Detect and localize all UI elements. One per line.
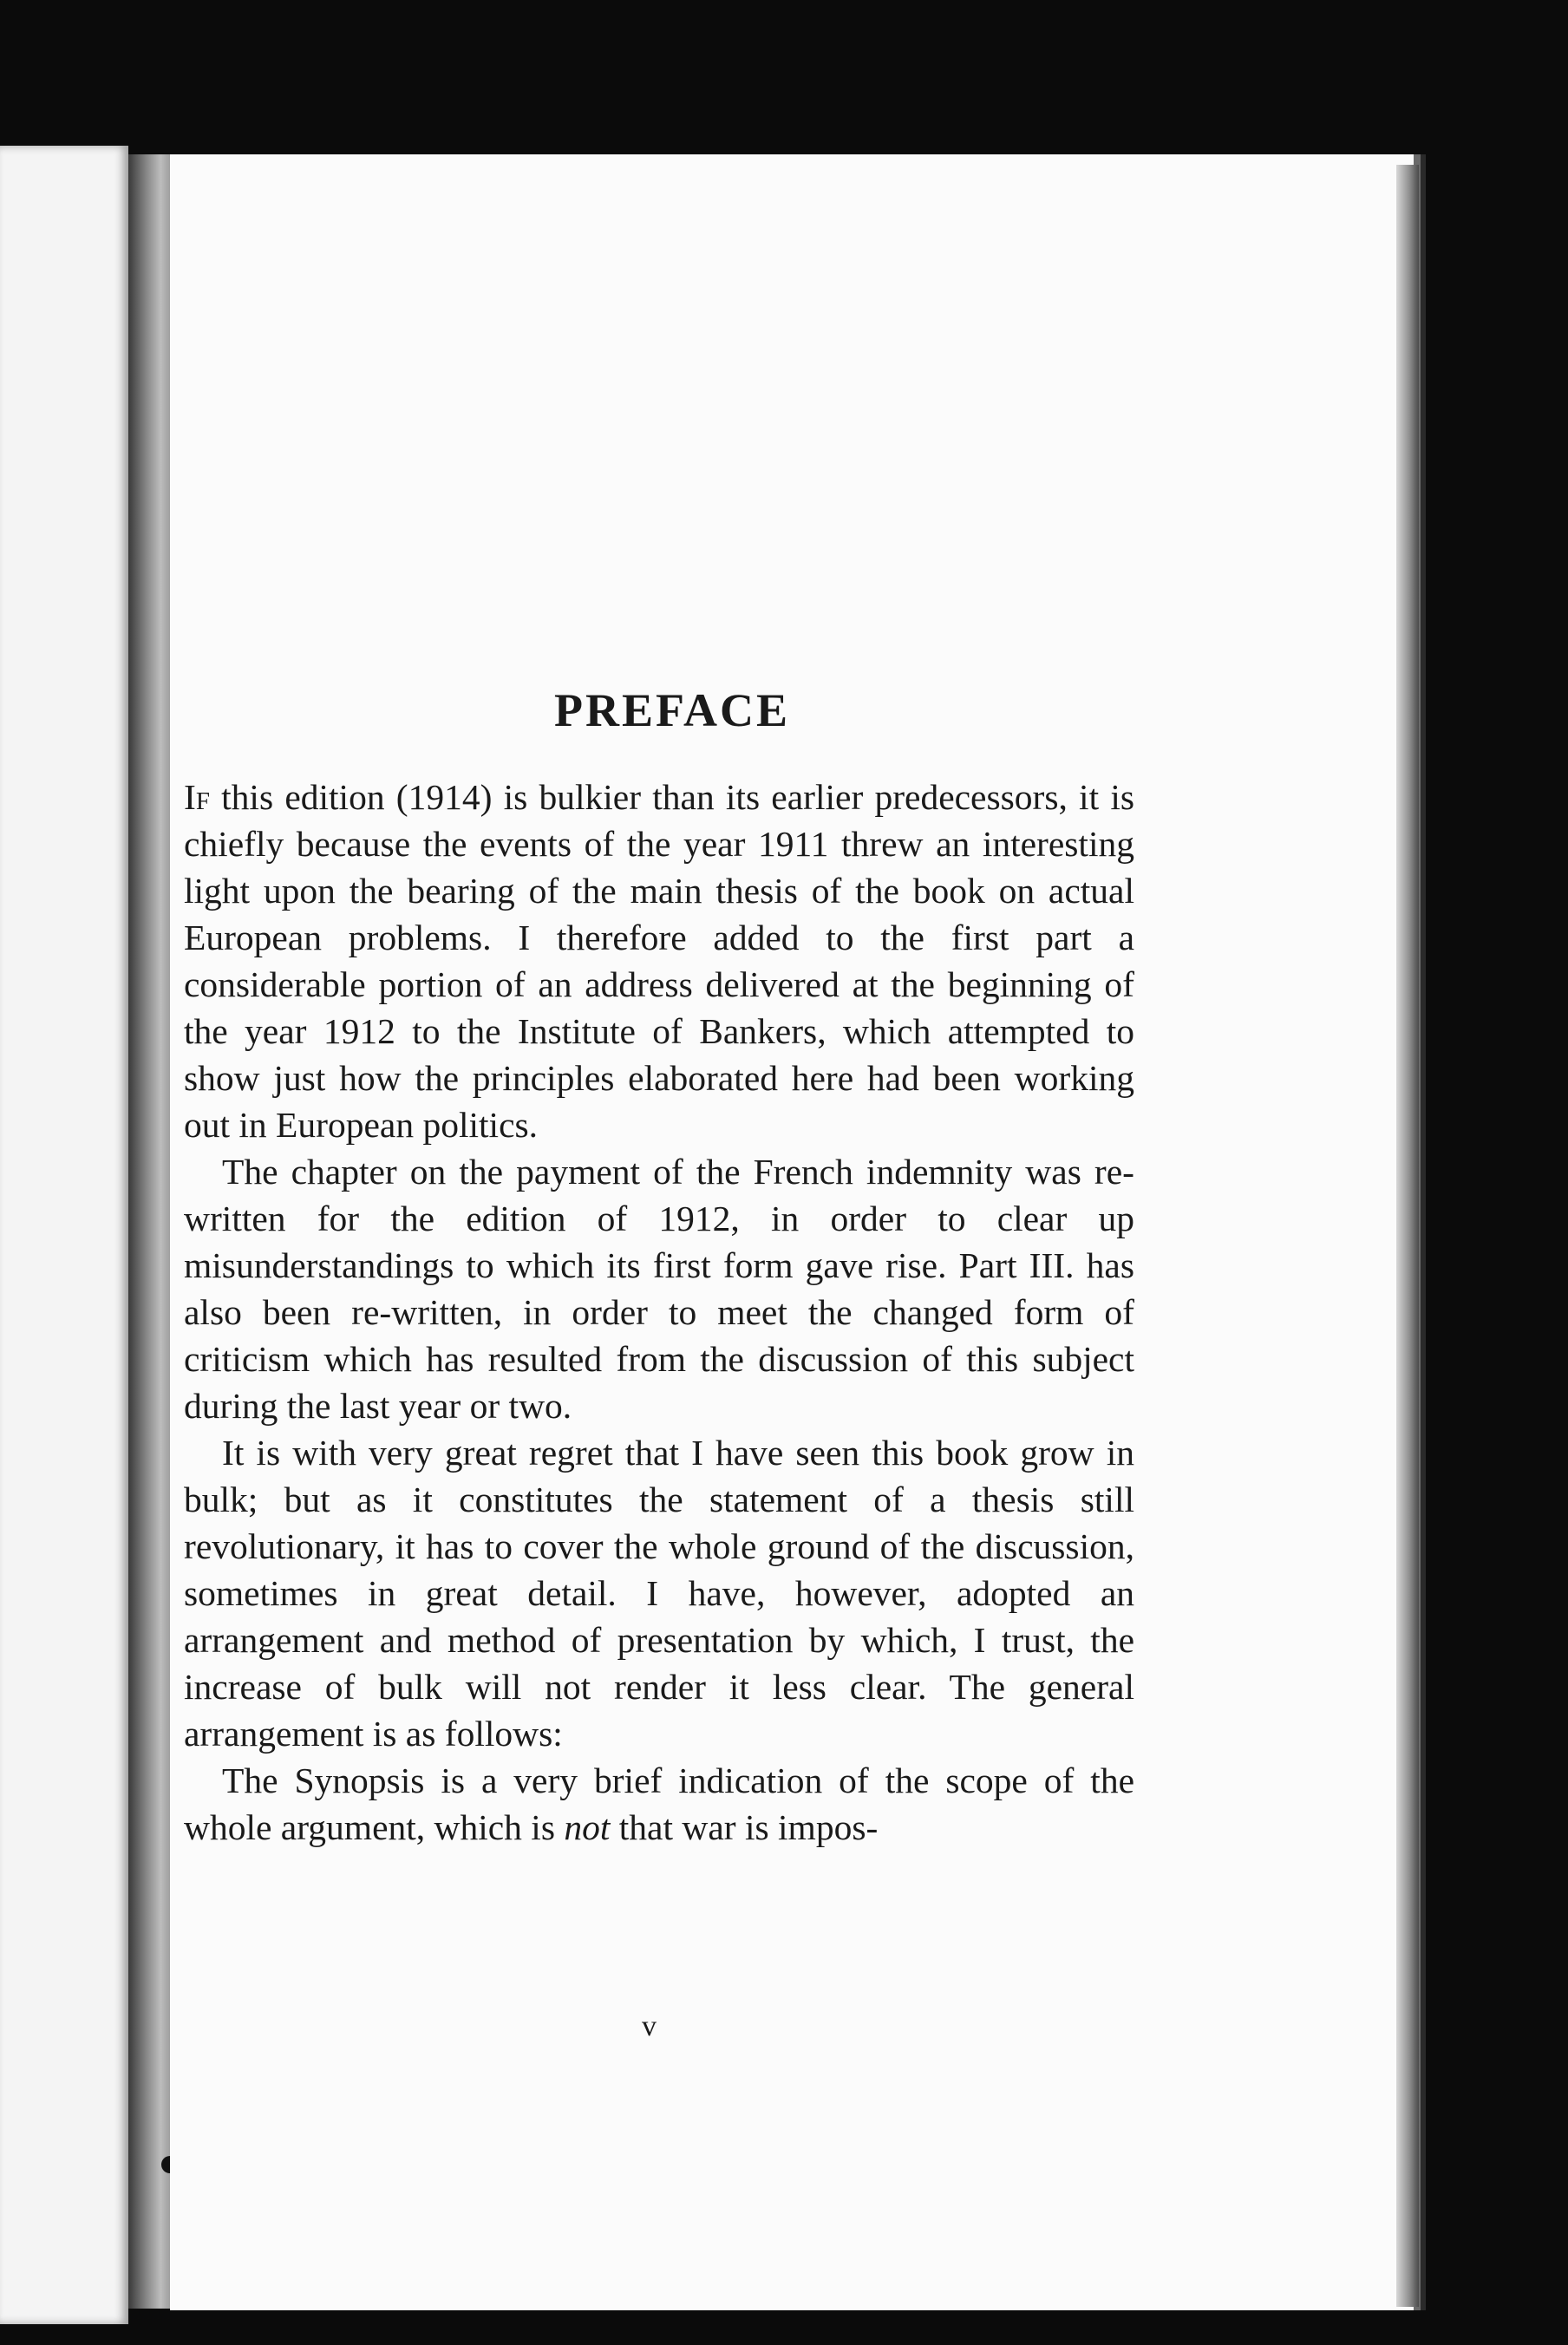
paragraph-4-text-before: The Synopsis is a very brief indication of the scope of the whole argument, which is (184, 1760, 1134, 1847)
paragraph-4-emphasis: not (564, 1807, 611, 1847)
facing-page-edge (0, 146, 128, 2324)
page-content (184, 683, 1134, 1851)
page-number: v (642, 2010, 657, 2042)
paragraph-1-text: this edition (1914) is bulkier than its earlier predecessors, it is chiefly because the events of the year 1911 threw an interesting light upon the bearing of the main thesis of the book on actual European problems. I therefore added to the first part a considerable portion of an address delivered at the beginning of the year 1912 to the Institute of Bankers, which attempted to show just how the principles elaborated here had been working out in European politics. (184, 777, 1134, 1145)
paragraph-1-lead: If (184, 777, 210, 817)
paragraph-4 (184, 1757, 1134, 1851)
paragraph-1 (184, 774, 1134, 1148)
paragraph-2: The chapter on the payment of the French indemnity was re-written for the edition of 1912, in order to clear up misunderstandings to which its first form gave rise. Part III. has also been re-written, in order to meet the changed form of criticism which has resulted from the discussion of this subject during the last year or two. (184, 1152, 1134, 1426)
page-title: PREFACE (554, 684, 790, 736)
page-edge-shadow (1396, 165, 1419, 2307)
paragraph-4-text-after: that war is impos- (610, 1807, 879, 1847)
paragraph-3: It is with very great regret that I have seen this book grow in bulk; but as it constitutes the statement of a thesis still revolutionary, it has to cover the whole ground of the discussion, sometimes in great detail. I have, however, adopted an arrangement and method of presentation by which, I trust, the increase of bulk will not render it less clear. The general arrangement is as follows: (184, 1433, 1134, 1754)
